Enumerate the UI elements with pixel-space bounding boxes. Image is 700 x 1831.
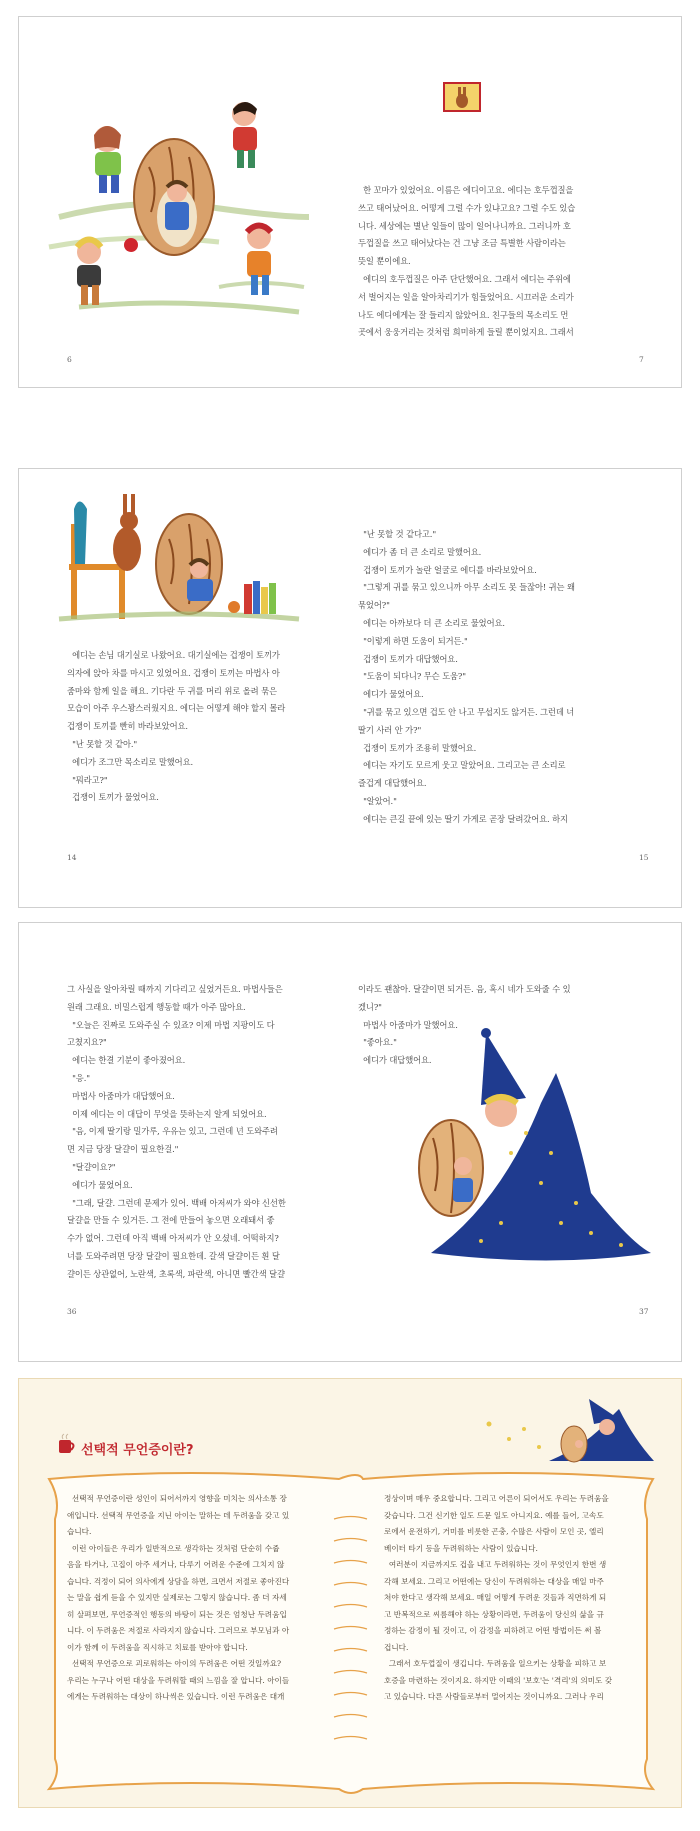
text-line: 습니다. [67,1527,92,1536]
text-line: 겁니다. [384,1642,409,1652]
text-line: 의자에 앉아 차를 마시고 있었어요. 겁쟁이 토끼는 마법사 아 [67,667,280,678]
text-line: "좋아요." [358,1037,397,1048]
spread-pages-14-15 [18,468,682,908]
text-line: 우리는 누구나 어떤 대상을 두려워할 때의 느낌을 잘 압니다. 아이들 [67,1675,290,1685]
text-line: 원래 그래요. 비밀스럽게 행동할 때가 아주 많아요. [67,1001,246,1012]
text-line: 뜻일 뿐이에요. [358,256,411,267]
page-37 [351,923,683,1361]
text-line: 베이터 타기 등을 두려워하는 사람이 있습니다. [384,1543,538,1553]
text-line: "알았어." [358,795,397,806]
text-line: 즐겁게 대답했어요. [358,778,427,789]
text-line: 곳에서 웅웅거리는 것처럼 희미하게 들릴 뿐이었지요. 그래서 [358,327,574,338]
text-line: 선택적 무언증이란 성인이 되어서까지 영향을 미치는 의사소통 장 [67,1494,287,1503]
page-number-right: 7 [639,355,644,364]
text-line: 겁쟁이 토끼를 빤히 바라보았어요. [67,721,188,732]
text-line: 고 있습니다. 다른 사람들로부터 멀어지는 것이니까요. 그러나 우리 [384,1692,604,1701]
story-text-page-7 [358,182,668,342]
supplement-title: 선택적 무언증이란? [81,1443,194,1458]
text-line: "귀를 묶고 있으면 겁도 안 나고 무섭지도 않거든. 그런데 너 [358,706,575,717]
text-line: 겁쟁이 토끼가 놀란 얼굴로 에디를 바라보았어요. [358,564,537,575]
illustration-rabbit-and-eddie [19,469,351,649]
page-36 [19,923,351,1361]
text-line: 서 벌어지는 일을 알아차리기가 힘들었어요. 시끄러운 소리가 [358,291,574,302]
text-line: 에디는 손님 대기실로 나왔어요. 대기실에는 겁쟁이 토끼가 [67,650,280,660]
text-line: 그 사실을 알아차릴 때까지 기다리고 싶었거든요. 마법사들은 [67,984,283,994]
text-line: 면 지금 당장 달걀이 필요한걸." [67,1144,179,1155]
illustration-wizard-and-eddie [351,923,683,1363]
text-line: 쳐야 한다고 생각해 보세요. 매일 어떻게 두려운 것들과 직면하게 되 [384,1593,607,1602]
text-line: 에게는 두려워하는 대상이 하나씩은 있습니다. 이런 두려움은 대개 [67,1692,285,1701]
text-line: "뭐라고?" [67,774,108,785]
framed-rabbit-picture-icon [442,79,482,119]
page-6 [19,17,351,387]
supplement-box [18,1378,682,1808]
text-line: 달걀을 만들 수 있거든. 그 전에 만들어 놓으면 오래돼서 좋 [67,1215,275,1226]
supplement-text-left [67,1491,322,1706]
text-line: "이렇게 하면 도움이 되거든." [358,635,468,646]
text-line: 애입니다. 선택적 무언증을 지닌 아이는 말하는 데 두려움을 갖고 있 [67,1510,290,1520]
text-line: 니다. 세상에는 별난 일들이 많이 일어나니까요. 그러니까 호 [358,220,571,231]
text-line: 에디의 호두껍질은 아주 단단했어요. 그래서 에디는 주위에 [358,273,571,284]
spread-pages-6-7 [18,16,682,388]
text-line: 선택적 무언증으로 괴로워하는 아이의 두려움은 어떤 것일까요? [67,1659,282,1668]
text-line: "난 못할 것 같아." [67,738,138,749]
text-line: 히 살펴보면, 무언증적인 행동의 바탕이 되는 것은 엄청난 두려움입 [67,1609,287,1619]
story-text-page-14 [67,647,347,807]
text-line: 고 반복적으로 씨름해야 하는 상황이라면, 두려움이 당신의 삶을 규 [384,1609,604,1619]
spread-pages-36-37 [18,922,682,1362]
story-text-page-15 [358,526,670,829]
text-line: 에디가 물었어요. [358,689,424,700]
text-line: 니다. 이 두려움은 저절로 사라지지 않습니다. 그러므로 부모님과 아 [67,1626,290,1635]
text-line: 모습이 아주 우스꽝스러웠지요. 에디는 어떻게 해야 할지 몰라 [67,703,286,714]
text-line: 에디는 아까보다 더 큰 소리로 물었어요. [358,617,505,628]
text-line: 걀이든 상관없어, 노란색, 초록색, 파란색, 아니면 빨간색 달걀 [67,1268,285,1279]
text-line: 묶었어?" [358,600,390,611]
text-line: 에디가 조그만 목소리로 말했어요. [67,756,194,767]
text-line: 너를 도와주려면 당장 달걀이 필요한데. 갈색 달걀이든 흰 달 [67,1250,280,1261]
text-line: 갖습니다. 그건 신기한 일도 드문 일도 아니지요. 예를 들어, 고속도 [384,1510,604,1520]
page-number-right: 15 [639,853,649,862]
story-text-page-36 [67,981,347,1284]
text-line: 두껍질을 쓰고 태어났다는 건 그냥 조금 특별한 사람이라는 [358,238,566,249]
text-line: 이가 함께 이 두려움을 직시하고 치료를 받아야 합니다. [67,1642,248,1652]
text-line: 에디가 좀 더 큰 소리로 말했어요. [358,546,482,557]
text-line: 줌마와 함께 일을 해요. 기다란 두 귀를 머리 위로 올려 묶은 [67,685,277,696]
text-line: "그렇게 귀를 묶고 있으니까 아무 소리도 못 들잖아! 귀는 왜 [358,582,575,593]
text-line: 로에서 운전하기, 거미를 비롯한 곤충, 수많은 사람이 모인 곳, 엘리 [384,1527,604,1536]
page-7 [351,17,683,387]
text-line: "오늘은 진짜로 도와주실 수 있죠? 이제 마법 지팡이도 다 [67,1019,275,1030]
text-line: 쓰고 태어났어요. 어떻게 그럴 수가 있냐고요? 그럴 수도 있습 [358,202,576,213]
page-15 [351,469,683,907]
text-line: 음을 타거나, 고집이 아주 세거나, 다루기 어려운 수준에 그치지 않 [67,1560,285,1569]
text-line: 에디는 큰길 끝에 있는 딸기 가게로 곧장 달려갔어요. 하지 [358,813,568,824]
text-line: 이라도 괜찮아. 달걀이면 되거든. 음, 혹시 네가 도와줄 수 있 [358,984,571,994]
text-line: "그래, 달걀. 그런데 문제가 있어. 백배 아저씨가 와야 신선한 [67,1197,286,1208]
text-line: 고쳤지요?" [67,1037,107,1048]
text-line: 수가 없어. 그런데 아직 백배 아저씨가 안 오셨네. 어떡하지? [67,1233,279,1244]
text-line: 정상이며 매우 중요합니다. 그리고 어른이 되어서도 우리는 두려움을 [384,1494,609,1503]
supplement-text-right [384,1491,644,1706]
text-line: 겁쟁이 토끼가 조용히 말했어요. [358,742,477,753]
text-line: 마법사 아줌마가 대답했어요. [67,1090,175,1101]
illustration-eddie-with-friends [19,17,351,389]
text-line: 이제 에디는 이 대답이 무엇을 뜻하는지 알게 되었어요. [67,1108,267,1119]
text-line: 여러분이 지금까지도 겁을 내고 두려워하는 것이 무엇인지 한번 생 [384,1560,607,1569]
text-line: 겁쟁이 토끼가 물었어요. [67,792,159,803]
wizard-small-illustration [469,1389,669,1469]
page-number-left: 36 [67,1307,77,1316]
page-number-right: 37 [639,1307,649,1316]
text-line: 에디는 한결 기분이 좋아졌어요. [67,1055,186,1066]
text-line: 호증을 마련하는 것이지요. 하지만 이때의 '보호'는 '격리'의 의미도 갖 [384,1675,613,1685]
text-line: 나도 에디에게는 잘 들리지 않았어요. 친구들의 목소리도 먼 [358,309,569,320]
page-number-left: 6 [67,355,72,364]
text-line: 딸기 사러 안 가?" [358,724,422,735]
text-line: 겁쟁이 토끼가 대답했어요. [358,653,458,664]
text-line: 겠니?" [358,1001,382,1012]
text-line: 이런 아이들은 우리가 일반적으로 생각하는 것처럼 단순히 수줍 [67,1543,280,1553]
mug-icon [57,1434,77,1456]
page-14 [19,469,351,907]
text-line: 각해 보세요. 그리고 어떤에는 당신이 두려워하는 대상을 매일 마주 [384,1576,604,1586]
text-line: 그래서 호두껍질이 생깁니다. 두려움을 일으키는 상황을 피하고 보 [384,1659,607,1668]
text-line: 한 꼬마가 있었어요. 이름은 에디이고요. 에디는 호두껍질을 [358,185,574,195]
text-line: 에디가 대답했어요. [358,1055,432,1066]
text-line: 에디가 물었어요. [67,1179,133,1190]
text-line: "달걀이요?" [67,1161,116,1172]
page-number-left: 14 [67,853,77,862]
text-line: "도움이 되다니? 무슨 도움?" [358,671,466,682]
text-line: "음, 이제 딸기랑 밀가루, 우유는 있고, 그런데 넌 도와주려 [67,1126,278,1137]
text-line: 에디는 자기도 모르게 웃고 말았어요. 그리고는 큰 소리로 [358,760,566,771]
text-line: 습니다. 걱정이 되어 의사에게 상담을 하면, 크면서 저절로 좋아진다 [67,1576,290,1586]
text-line: "난 못할 것 같다고." [358,529,437,539]
text-line: "응." [67,1072,90,1083]
text-line: 는 말을 쉽게 듣을 수 있지만 실제로는 그렇지 않습니다. 좀 더 자세 [67,1593,287,1602]
text-line: 정하는 감정이 될 것이고, 이 감정을 피하려고 어떤 방법이든 써 볼 [384,1626,602,1635]
text-line: 마법사 아줌마가 말했어요. [358,1019,458,1030]
